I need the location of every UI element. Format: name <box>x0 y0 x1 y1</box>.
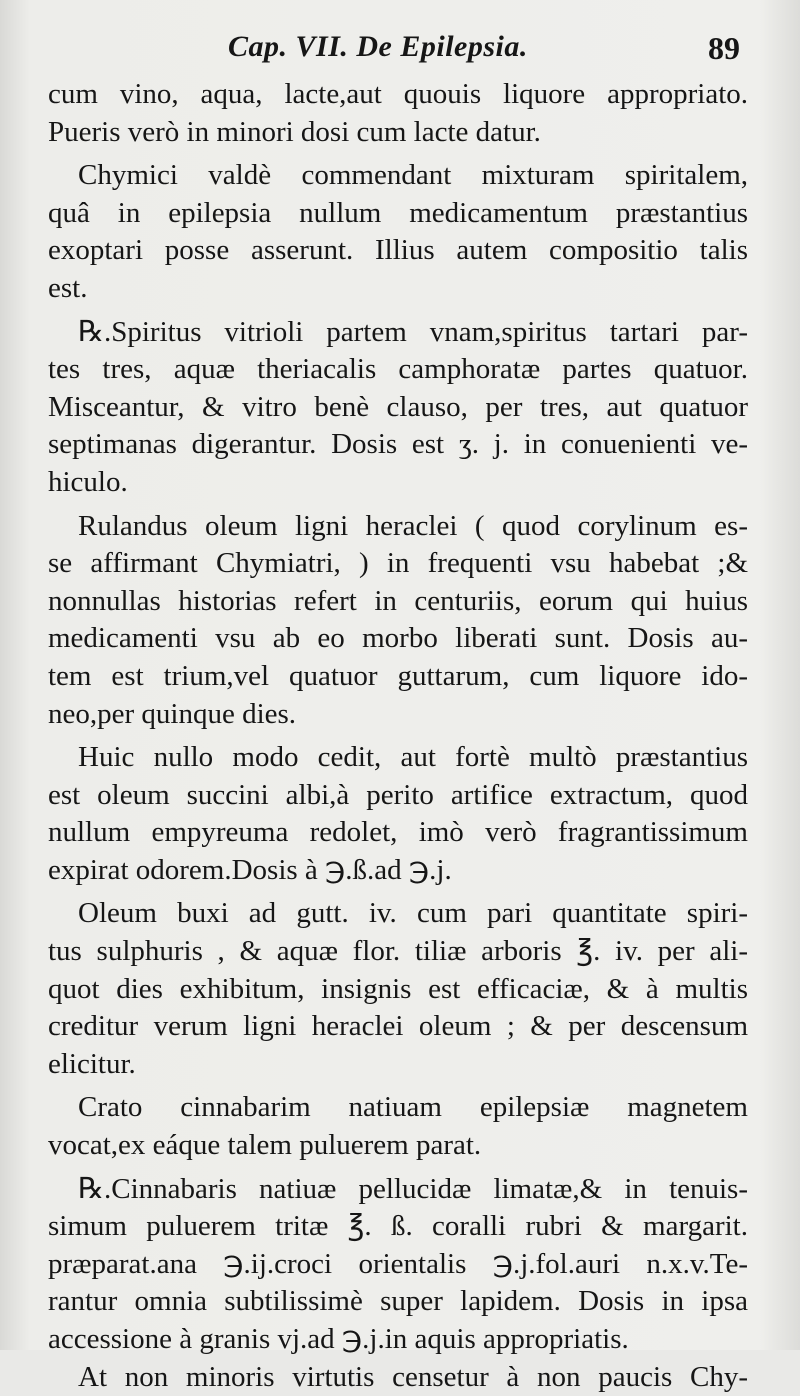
text-line: At non minoris virtutis censetur à non paucis Chy- <box>78 1360 748 1393</box>
text-line: neo,per quinque dies. <box>48 697 297 730</box>
text-line: Chymici valdè commendant mixturam spiritalem, <box>78 159 748 192</box>
text-line: se affirmant Chymiatri, ) in frequenti vsu habebat ;& <box>48 547 748 580</box>
page-header <box>0 30 800 80</box>
text-line: quâ in epilepsia nullum medicamentum præstantius <box>48 196 748 229</box>
text-line: simum puluerem tritæ ℥. ß. coralli rubri & margarit. <box>48 1210 748 1243</box>
text-line: tem est trium,vel quatuor guttarum, cum liquore ido- <box>48 659 748 692</box>
text-line: Oleum buxi ad gutt. iv. cum pari quantitate spiri- <box>78 897 748 930</box>
text-line: ℞.Cinnabaris natiuæ pellucidæ limatæ,& in tenuis- <box>78 1172 748 1205</box>
body-text <box>48 76 748 1396</box>
text-line: medicamenti vsu ab eo morbo liberati sunt. Dosis au- <box>48 622 748 655</box>
text-line: accessione à granis vj.ad ℈.j.in aquis appropriatis. <box>48 1323 629 1355</box>
text-line: vocat,ex eáque talem puluerem parat. <box>48 1129 482 1162</box>
text-line: nullum empyreuma redolet, imò verò fragrantissimum <box>48 816 748 849</box>
running-title: Cap. VII. De Epilepsia. <box>228 30 528 63</box>
text-line: exoptari posse asserunt. Illius autem compositio talis <box>48 234 748 267</box>
text-line: creditur verum ligni heraclei oleum ; & per descensum <box>48 1010 748 1043</box>
text-line: Huic nullo modo cedit, aut fortè multò præstantius <box>78 741 748 774</box>
text-line: ℞.Spiritus vitrioli partem vnam,spiritus tartari par- <box>78 315 748 348</box>
text-line: est. <box>48 271 88 304</box>
text-line: quot dies exhibitum, insignis est efficaciæ, & à multis <box>48 972 748 1005</box>
text-line: præparat.ana ℈.ij.croci orientalis ℈.j.fol.auri n.x.v.Te- <box>48 1247 748 1280</box>
text-line: hiculo. <box>48 465 128 498</box>
text-line: rantur omnia subtilissimè super lapidem. Dosis in ipsa <box>48 1285 748 1318</box>
text-line: expirat odorem.Dosis à ℈.ß.ad ℈.j. <box>48 853 452 886</box>
text-line: est oleum succini albi,à perito artifice extractum, quod <box>48 778 748 811</box>
text-line: nonnullas historias refert in centuriis, eorum qui huius <box>48 584 748 617</box>
text-line: cum vino, aqua, lacte,aut quouis liquore appropriato. <box>48 78 748 110</box>
page-number: 89 <box>708 30 740 66</box>
text-line: Crato cinnabarim natiuam epilepsiæ magnetem <box>78 1091 748 1124</box>
text-line: Misceantur, & vitro benè clauso, per tres, aut quatuor <box>48 390 748 423</box>
text-line: tus sulphuris , & aquæ flor. tiliæ arboris ℥. iv. per ali- <box>48 935 748 968</box>
text-line: septimanas digerantur. Dosis est ʒ. j. in conuenienti ve- <box>48 428 748 461</box>
text-line: Rulandus oleum ligni heraclei ( quod corylinum es- <box>78 509 748 542</box>
text-line: elicitur. <box>48 1047 136 1080</box>
text-line: tes tres, aquæ theriacalis camphoratæ partes quatuor. <box>48 353 748 386</box>
text-line: Pueris verò in minori dosi cum lacte datur. <box>48 115 541 148</box>
